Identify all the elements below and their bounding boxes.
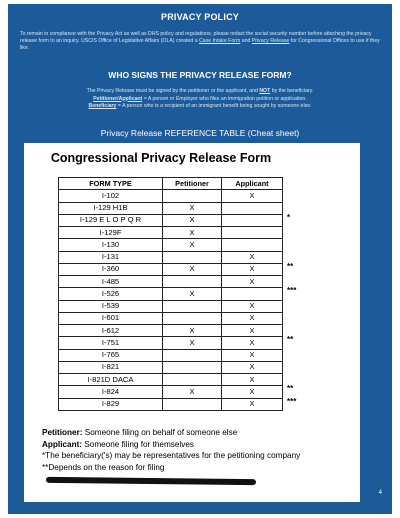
cell-petitioner	[163, 300, 222, 312]
cell-applicant: X	[222, 276, 283, 288]
cell-petitioner: X	[163, 239, 222, 251]
cell-petitioner	[163, 374, 222, 386]
table-row	[59, 214, 283, 226]
not-emphasis: NOT	[259, 88, 271, 94]
table-row	[59, 227, 283, 239]
privacy-release-link[interactable]: Privacy Release	[251, 38, 290, 44]
sheet-title: Congressional Privacy Release Form	[50, 151, 272, 165]
table-row	[59, 263, 283, 275]
cell-applicant: X	[222, 325, 283, 337]
cell-applicant: X	[222, 263, 283, 275]
table-row	[59, 312, 283, 324]
cell-petitioner: X	[163, 227, 222, 239]
cell-form-type: I-821D DACA	[59, 374, 163, 386]
cell-applicant	[222, 288, 283, 300]
cell-form-type: I-539	[59, 300, 163, 312]
table-header-row	[59, 178, 283, 190]
beneficiary-term: Beneficiary	[88, 103, 117, 109]
cell-applicant: X	[222, 361, 283, 373]
who-signs-paragraph	[18, 88, 382, 111]
table-row	[59, 190, 283, 202]
table-row	[59, 202, 283, 214]
column-header-applicant: Applicant	[222, 178, 283, 190]
table-row	[59, 239, 283, 251]
intro-text-3: for Congressional Offices to use if they like.	[20, 38, 380, 51]
cell-form-type: I-821	[59, 361, 163, 373]
footnote-marker: *	[287, 212, 291, 222]
note-applicant: Applicant: Someone filing for themselves	[42, 439, 194, 449]
cell-form-type: I-129 H1B	[59, 202, 163, 214]
table-row	[59, 288, 283, 300]
footnote-marker: **	[287, 261, 294, 271]
table-row	[59, 325, 283, 337]
who-line-1: The Privacy Release must be signed by the petitioner or the applicant, and NOT by the beneficiary.	[86, 88, 314, 94]
cell-applicant	[222, 202, 283, 214]
table-row	[59, 337, 283, 349]
cell-petitioner: X	[163, 263, 222, 275]
cell-form-type: I-130	[59, 239, 163, 251]
cell-applicant: X	[222, 349, 283, 361]
note-beneficiary: *The beneficiary('s) may be representatives for the petitioning company	[42, 451, 301, 461]
footnote-marker: **	[287, 335, 294, 345]
case-intake-form-link[interactable]: Case Intake Form	[199, 38, 241, 44]
cell-form-type: I-765	[59, 349, 163, 361]
privacy-release-table	[58, 177, 283, 411]
cell-petitioner: X	[163, 337, 222, 349]
cell-petitioner: X	[163, 214, 222, 226]
cell-applicant: X	[222, 386, 283, 398]
reference-table-heading: Privacy Release REFERENCE TABLE (Cheat sheet)	[100, 128, 300, 138]
cell-applicant: X	[222, 190, 283, 202]
document-page	[8, 4, 392, 514]
page-number: 4	[378, 490, 382, 496]
table-row	[59, 276, 283, 288]
intro-text-2: and	[240, 38, 252, 44]
cell-applicant	[222, 214, 283, 226]
note-depends: **Depends on the reason for filing	[42, 462, 165, 472]
cell-form-type: I-102	[59, 190, 163, 202]
who-signs-heading: WHO SIGNS THE PRIVACY RELEASE FORM?	[108, 70, 292, 80]
cell-form-type: I-829	[59, 398, 163, 410]
cell-applicant: X	[222, 398, 283, 410]
cell-form-type: I-612	[59, 325, 163, 337]
column-header-petitioner: Petitioner	[163, 178, 222, 190]
who-line-2: Petitioner/Applicant = A person or Employer who files an immigration petition or application.	[93, 95, 307, 102]
cell-applicant: X	[222, 300, 283, 312]
cell-petitioner	[163, 276, 222, 288]
cell-petitioner	[163, 251, 222, 263]
note-petitioner: Petitioner: Someone filing on behalf of someone else	[42, 428, 238, 437]
cheat-sheet-image	[24, 143, 360, 502]
cell-petitioner: X	[163, 202, 222, 214]
table-row	[59, 398, 283, 410]
cell-petitioner	[163, 312, 222, 324]
cell-petitioner: X	[163, 325, 222, 337]
footnote-marker: ***	[287, 286, 297, 296]
cell-form-type: I-824	[59, 386, 163, 398]
cell-petitioner: X	[163, 386, 222, 398]
footnote-marker: ***	[287, 396, 297, 406]
cell-form-type: I-131	[59, 251, 163, 263]
cell-applicant: X	[222, 337, 283, 349]
cell-form-type: I-360	[59, 263, 163, 275]
cell-form-type: I-129 E L O P Q R	[59, 214, 163, 226]
cell-applicant: X	[222, 374, 283, 386]
table-notes	[42, 427, 352, 473]
cell-petitioner	[163, 349, 222, 361]
cell-form-type: I-751	[59, 337, 163, 349]
table-row	[59, 386, 283, 398]
intro-paragraph	[20, 31, 382, 52]
cell-form-type: I-485	[59, 276, 163, 288]
cell-petitioner	[163, 361, 222, 373]
footnote-marker: **	[287, 384, 294, 394]
table-row	[59, 361, 283, 373]
column-header-form-type: FORM TYPE	[59, 178, 163, 190]
redaction-bar	[46, 477, 256, 485]
cell-petitioner: X	[163, 288, 222, 300]
who-line-3: Beneficiary = A person who is a recipient of an immigrant benefit being sought by someone else.	[88, 103, 312, 109]
cell-applicant: X	[222, 312, 283, 324]
page-title: PRIVACY POLICY	[161, 12, 239, 22]
petitioner-term: Petitioner/Applicant	[93, 95, 143, 102]
intro-text-1: To remain in compliance with the Privacy Act as well as DHS policy and regulations, please redact the social security number before attaching the privacy release form to an inquiry. USCIS Office of Legislative Affairs (OLA) created a	[20, 31, 372, 44]
cell-petitioner	[163, 190, 222, 202]
cell-form-type: I-526	[59, 288, 163, 300]
cell-applicant: X	[222, 251, 283, 263]
table-row	[59, 349, 283, 361]
cell-form-type: I-129F	[59, 227, 163, 239]
cell-petitioner	[163, 398, 222, 410]
table-row	[59, 300, 283, 312]
cell-applicant	[222, 239, 283, 251]
table-row	[59, 374, 283, 386]
cell-applicant	[222, 227, 283, 239]
table-row	[59, 251, 283, 263]
cell-form-type: I-601	[59, 312, 163, 324]
